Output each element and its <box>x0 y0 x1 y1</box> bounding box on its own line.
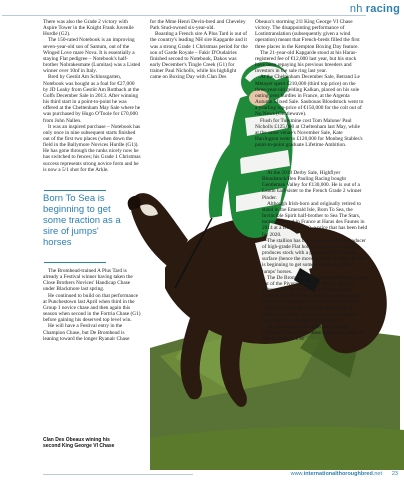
url-prefix: www. <box>290 471 304 477</box>
paragraph: The De Bromhead-trained Aspire Tower, who is out of the Pivotal mare Red Planet, was the impressive 18l winner of the Knight Frank Juvenile Hurdle (G2). The gelding was a useful enough campaigner on the Flat (rated 86), but really has found his feet over timber. He is currently heading to The Festival as a market leader for the Triumph Hurdle (G1). <box>262 274 369 324</box>
header-rule <box>2 15 366 16</box>
page-header <box>0 0 404 20</box>
paragraph: Flush for Tuesmine cost Tom Malone/ Paul Nicholls £125,000 at Cheltenham last May, while at the same venue's November Sale, Kate Harrington went to £120,000 for Monbeg Stables's point-to-point graduate Lifetime Ambition. <box>255 117 363 149</box>
footer-url[interactable] <box>291 471 382 477</box>
section-word: racing <box>365 3 400 15</box>
paragraph: for the Mme Henri Devin-bred and Cheveley Park Stud-owned six-year-old. <box>150 19 246 32</box>
photo-caption: Clan Des Obeaux wining his second King George VI Chase <box>43 437 115 449</box>
paragraph: The Bromhead-trained A Plus Tard is already a Festival winner having taken the Close Brothers Novices' Handicap Chase under Blackmore last spring. <box>43 268 133 293</box>
body-column-1-lower <box>43 268 141 342</box>
pull-quote-rule-top <box>44 190 106 191</box>
page-number: 23 <box>391 471 398 477</box>
paragraph: At the 2019 Derby Sale, Highflyer Bloodstock/Ben Pauling Racing bought Gentleman Valley for €130,000. He is out of a Lando half-sister to the French Grade 2 winner Pinder. <box>262 170 362 201</box>
section-title <box>350 3 400 15</box>
paragraph: Obeaux's storming 21l King George VI Chase victory. The disappointing performance of Lostintranslation (subsequently given a wind operation) meant that French-breds filled the first three places in the Kempton Boxing Day feature. <box>255 19 360 50</box>
paragraph: Bred by Gestüt Am Schlossgarten, Notebook was bought as a foal for €27,000 by JD Leahy from Gestüt Am Rottbach at the Goffs December Sale in 2013. After winning his third start in a point-to-point he was offered at the Cheltenham May Sale where he was purchased by Hugo O'Toole for £70,000 from John Nallen. <box>43 74 141 124</box>
paragraph: Although Irish-born and originally retired to stand in the Emerald Isle, Born To Sea, the Invincible Spirit half-brother to Sea The Stars, moved to stand in France at Haras des Faunes in 2014 at a fee of €4,000, a price that has been held for 2020. <box>262 200 368 238</box>
pull-quote-rule-bottom <box>44 262 106 263</box>
body-column-3-lower <box>262 170 370 342</box>
paragraph: The 150-rated Notebook is an improving seven-year-old son of Samum, out of the Winged Love mare Nova. It is essentially a staying Flat pedigree – Notebook's half-brother Nobrakesmate (Lumitas) was a Listed winner over 10nf in Italy. <box>43 37 141 75</box>
paragraph: The 21-year-old Kapgarde stood at his Haras-registered fee of €12,000 last year, but his stock have been repaying his previous breeders and investors in the sale ring last year. <box>255 49 357 75</box>
pull-quote: Born To Sea is beginning to get some traction as a sire of jumps' horses <box>43 193 121 248</box>
paragraph: Boasting a French sire A Plus Tard is out of the country's leading NH sire Kapgarde and it was a strong Grade 1 Christmas period for the son of Garde Royale – Fakir D'Oudairies finished second to Notebook, Dakos was early December's Tingle Creek (G1) for trainer Paul Nicholls, while his highlight came on Boxing Day with Clan Des <box>150 31 248 81</box>
url-bold: internationalthoroughbred <box>303 471 373 477</box>
paragraph: De Bromhead stated after the gelding's Christmas victory that there may be an option to take in a Grade 1 en <box>262 323 365 343</box>
paragraph: It was an inspired purchase – Notebook has only once in nine subsequent starts finished out of the first two places (when down the field in the Ballymore Novices Hurdle (G1)). He has gone through the ranks nicely now he has switched to fences; his Grade 1 Christmas success represents strong novice form and he is now a 5/1 shot for the Arkle. <box>43 123 141 173</box>
paragraph: He will have a Festival entry in the Champion Chase, but De Bromhead is leaning toward the longer Ryanair Chase <box>43 323 130 342</box>
body-column-1 <box>43 19 141 173</box>
paragraph: There was also the Grade 2 victory with Aspire Tower in the Knight Frank Juvenile Hurdle (G2). <box>43 19 134 38</box>
paragraph: He continued to build on that performance at Punchestown last April when third in the Group 1 novice chase and then again this season when second in the Fortria Chase (G1) before gaining his deserved top level win. <box>43 292 141 324</box>
body-column-3 <box>255 19 365 148</box>
footer-rule <box>43 474 193 475</box>
page-footer <box>0 470 404 480</box>
body-column-2 <box>150 19 248 81</box>
section-prefix: nh <box>349 3 363 15</box>
paragraph: At the Cheltenham December Sale, Betrand Le Metayer spent £210,000 (third top price) on the three-year-old gelding Kalkan, placed on his sole outing over hurdles in France, at the Argenta Autumn Mixed Sale. Saubouas Bloodstock went to a yearling top-price of €150,000 for the colt out of No News (Gentlewave). <box>255 74 364 118</box>
paragraph: The stallion has been a disappointing producer of high-grade Flat horses, but as he seemingly produces stock with a preference for a softer surface (hence the move to France), Born To Sea is beginning to get some traction as a sire of jumps' horses. <box>262 237 366 275</box>
url-suffix: .net <box>372 471 382 477</box>
